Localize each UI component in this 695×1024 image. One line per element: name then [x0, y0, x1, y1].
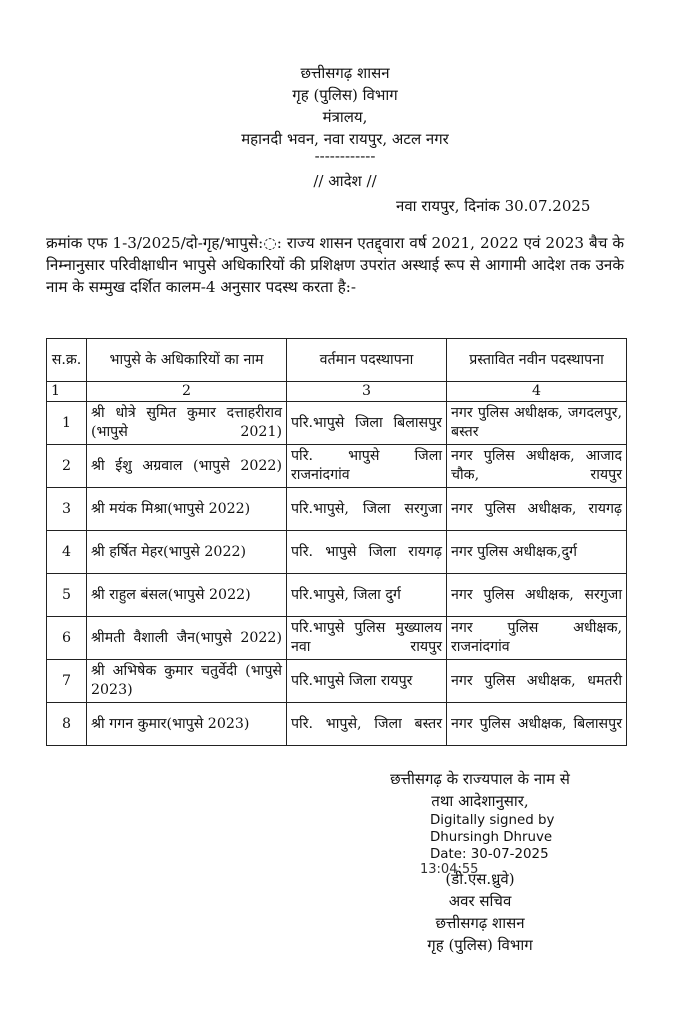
header-address: महानदी भवन, नवा रायपुर, अटल नगर	[241, 130, 449, 148]
order-title: // आदेश //	[313, 172, 377, 190]
serial-cell: 8	[47, 703, 87, 746]
officer-name-cell: श्री धोत्रे सुमित कुमार दत्ताहरीराव (भापुसे 2021)	[87, 402, 287, 445]
col-number: 2	[87, 382, 287, 402]
table-row	[47, 531, 627, 574]
serial-cell: 1	[47, 402, 87, 445]
digital-signature-time: 13:04:55	[420, 862, 479, 877]
digital-signature-line: Dhursingh Dhruve	[430, 830, 553, 845]
current-posting-cell: परि. भापुसे जिला राजनांदगांव	[287, 445, 447, 488]
col-number: 4	[447, 382, 627, 402]
digital-signature-line: Digitally signed by	[430, 813, 555, 828]
proposed-posting-cell: नगर पुलिस अधीक्षक,दुर्ग	[447, 531, 627, 574]
proposed-posting-cell: नगर पुलिस अधीक्षक, राजनांदगांव	[447, 617, 627, 660]
proposed-posting-cell: नगर पुलिस अधीक्षक, रायगढ़	[447, 488, 627, 531]
header-ministry: मंत्रालय,	[322, 108, 368, 126]
table-header-row	[47, 339, 627, 382]
col-number: 1	[47, 382, 87, 402]
header-govt: छत्तीसगढ़ शासन	[300, 64, 390, 82]
serial-cell: 7	[47, 660, 87, 703]
proposed-posting-cell: नगर पुलिस अधीक्षक, आजाद चौक, रायपुर	[447, 445, 627, 488]
current-posting-cell: परि. भापुसे, जिला बस्तर	[287, 703, 447, 746]
serial-cell: 6	[47, 617, 87, 660]
current-posting-cell: परि.भापुसे जिला बिलासपुर	[287, 402, 447, 445]
officer-name-cell: श्री हर्षित मेहर(भापुसे 2022)	[87, 531, 287, 574]
officer-name-cell: श्री गगन कुमार(भापुसे 2023)	[87, 703, 287, 746]
officer-name-cell: श्री ईशु अग्रवाल (भापुसे 2022)	[87, 445, 287, 488]
posting-table	[46, 338, 627, 746]
current-posting-cell: परि.भापुसे जिला रायपुर	[287, 660, 447, 703]
serial-cell: 4	[47, 531, 87, 574]
col-number: 3	[287, 382, 447, 402]
signatory-department: गृह (पुलिस) विभाग	[427, 936, 533, 954]
table-row	[47, 574, 627, 617]
digital-signature-line: Date: 30-07-2025	[430, 847, 549, 862]
table-row	[47, 445, 627, 488]
proposed-posting-cell: नगर पुलिस अधीक्षक, धमतरी	[447, 660, 627, 703]
current-posting-cell: परि. भापुसे जिला रायगढ़	[287, 531, 447, 574]
officer-name-cell: श्रीमती वैशाली जैन(भापुसे 2022)	[87, 617, 287, 660]
date-line: नवा रायपुर, दिनांक 30.07.2025	[396, 197, 591, 215]
signatory-name: (डी.एस.ध्रुवे)	[445, 870, 515, 888]
table-row	[47, 660, 627, 703]
signature-order-line: तथा आदेशानुसार,	[431, 792, 529, 810]
order-paragraph: क्रमांक एफ 1-3/2025/दो-गृह/भापुसे:◌: राज्य शासन एतद्द्वारा वर्ष 2021, 2022 एवं 2023 बैच के निम्नानुसार परिवीक्षाधीन भापुसे अधिकारियों की प्रशिक्षण उपरांत अस्थाई रूप से आगामी आदेश तक उनके नाम के सम्मुख दर्शित कालम-4 अनुसार पदस्थ करता है:-	[46, 234, 624, 296]
column-number-row	[47, 382, 627, 402]
officer-name-cell: श्री मयंक मिश्रा(भापुसे 2022)	[87, 488, 287, 531]
digital-signature-block	[430, 812, 600, 863]
current-posting-cell: परि.भापुसे पुलिस मुख्यालय नवा रायपुर	[287, 617, 447, 660]
serial-cell: 5	[47, 574, 87, 617]
officer-name-cell: श्री अभिषेक कुमार चतुर्वेदी (भापुसे 2023)	[87, 660, 287, 703]
table-row	[47, 617, 627, 660]
header-department: गृह (पुलिस) विभाग	[292, 86, 398, 104]
serial-cell: 3	[47, 488, 87, 531]
proposed-posting-cell: नगर पुलिस अधीक्षक, सरगुजा	[447, 574, 627, 617]
signatory-govt: छत्तीसगढ़ शासन	[435, 914, 525, 932]
serial-cell: 2	[47, 445, 87, 488]
signature-authority-line: छत्तीसगढ़ के राज्यपाल के नाम से	[390, 770, 570, 788]
officer-name-cell: श्री राहुल बंसल(भापुसे 2022)	[87, 574, 287, 617]
signatory-designation: अवर सचिव	[448, 892, 512, 910]
header-proposed-posting: प्रस्तावित नवीन पदस्थापना	[447, 339, 627, 382]
current-posting-cell: परि.भापुसे, जिला दुर्ग	[287, 574, 447, 617]
proposed-posting-cell: नगर पुलिस अधीक्षक, बिलासपुर	[447, 703, 627, 746]
header-divider: ------------	[314, 147, 376, 165]
header-serial: स.क्र.	[47, 339, 87, 382]
current-posting-cell: परि.भापुसे, जिला सरगुजा	[287, 488, 447, 531]
header-current-posting: वर्तमान पदस्थापना	[287, 339, 447, 382]
table-row	[47, 703, 627, 746]
proposed-posting-cell: नगर पुलिस अधीक्षक, जगदलपुर, बस्तर	[447, 402, 627, 445]
table-row	[47, 488, 627, 531]
header-officer-name: भापुसे के अधिकारियों का नाम	[87, 339, 287, 382]
table-row	[47, 402, 627, 445]
